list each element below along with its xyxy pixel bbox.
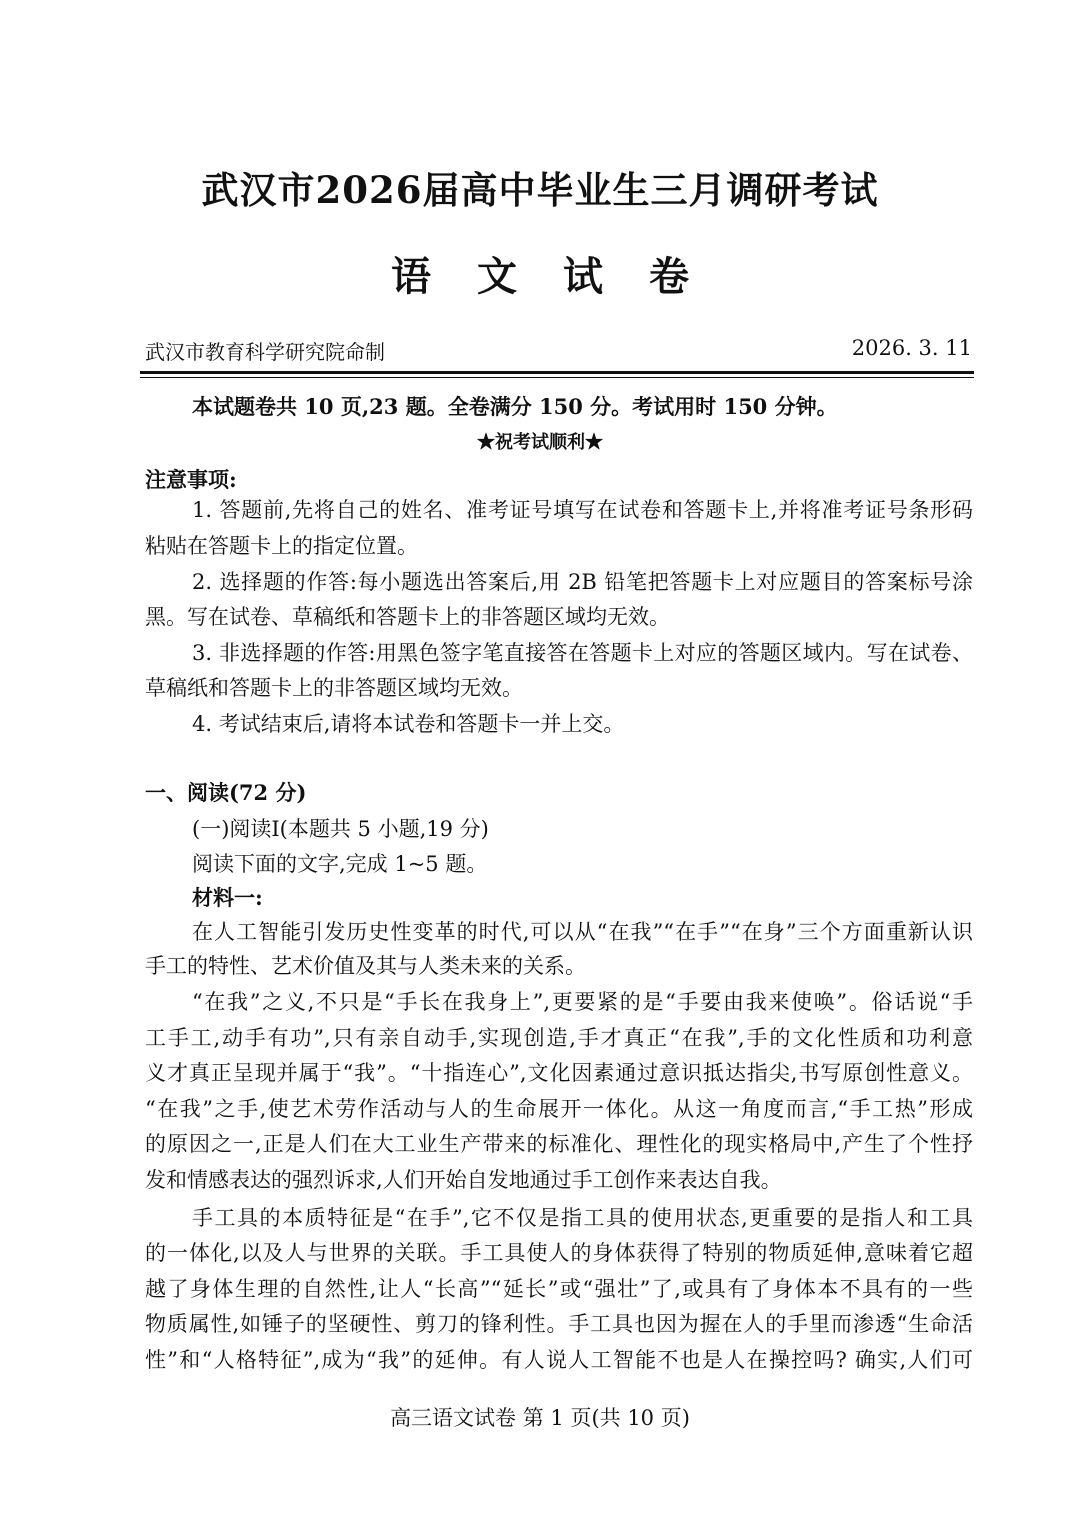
exam-title: 武汉市2026届高中毕业生三月调研考试 [201, 168, 879, 212]
text-line: 粘贴在答题卡上的指定位置。 [145, 534, 418, 558]
text-line: (一)阅读Ⅰ(本题共 5 小题,19 分) [192, 817, 489, 841]
exam-intro: 本试题卷共 10 页,23 题。全卷满分 150 分。考试用时 150 分钟。 [192, 394, 838, 419]
text-line: 3. 非选择题的作答:用黑色签字笔直接答在答题卡上对应的答题区域内。写在试卷、 [192, 641, 973, 665]
text-line: 4. 考试结束后,请将本试卷和答题卡一并上交。 [192, 712, 625, 736]
text-line: 在人工智能引发历史性变革的时代,可以从“在我”“在手”“在身”三个方面重新认识 [192, 920, 973, 944]
issuer: 武汉市教育科学研究院命制 [145, 340, 385, 364]
text-line: 手工的特性、艺术价值及其与人类未来的关系。 [145, 954, 586, 978]
text-line: 越了身体生理的自然性,让人“长高”“延长”或“强壮”了,或具有了身体本不具有的一些 [145, 1277, 973, 1301]
text-line: 工手工,动手有功”,只有亲自动手,实现创造,手才真正“在我”,手的文化性质和功利意 [145, 1026, 973, 1050]
text-line: 2. 选择题的作答:每小题选出答案后,用 2B 铅笔把答题卡上对应题目的答案标号涂 [192, 570, 973, 594]
header-rule-thin [140, 377, 974, 378]
header-rule-thick [140, 371, 974, 374]
text-line: 1. 答题前,先将自己的姓名、准考证号填写在试卷和答题卡上,并将准考证号条形码 [192, 498, 973, 522]
text-line: 发和情感表达的强烈诉求,人们开始自发地通过手工创作来表达自我。 [145, 1168, 782, 1192]
exam-subject: 语文试卷 [391, 253, 735, 300]
text-line: “在我”之义,不只是“手长在我身上”,更要紧的是“手要由我来使唤”。俗话说“手 [192, 990, 973, 1014]
text-line: 黑。写在试卷、草稿纸和答题卡上的非答题区域均无效。 [145, 605, 670, 629]
text-line: 的原因之一,正是人们在大工业生产带来的标准化、理性化的现实格局中,产生了个性抒 [145, 1132, 973, 1156]
text-line: 义才真正呈现并属于“我”。“十指连心”,文化因素通过意识抵达指尖,书写原创性意义。 [145, 1061, 973, 1085]
text-line: 注意事项: [145, 467, 237, 492]
text-line: 物质属性,如锤子的坚硬性、剪刀的锋利性。手工具也因为握在人的手里而渗透“生命活 [145, 1312, 973, 1336]
text-line: 手工具的本质特征是“在手”,它不仅是指工具的使用状态,更重要的是指人和工具 [192, 1206, 973, 1230]
text-line: 草稿纸和答题卡上的非答题区域均无效。 [145, 676, 523, 700]
good-luck-note: ★祝考试顺利★ [477, 432, 603, 453]
page-footer: 高三语文试卷 第 1 页(共 10 页) [390, 1406, 690, 1430]
text-line: 的一体化,以及人与世界的关联。手工具使人的身体获得了特别的物质延伸,意味着它超 [145, 1241, 973, 1265]
text-line: 阅读下面的文字,完成 1~5 题。 [192, 852, 488, 876]
text-line: 性”和“人格特征”,成为“我”的延伸。有人说人工智能不也是人在操控吗? 确实,人们可 [145, 1348, 973, 1372]
text-line: 一、阅读(72 分) [145, 780, 307, 805]
text-line: “在我”之手,使艺术劳作活动与人的生命展开一体化。从这一角度而言,“手工热”形成 [145, 1097, 973, 1121]
exam-date: 2026. 3. 11 [851, 336, 972, 360]
text-line: 材料一: [192, 885, 263, 910]
